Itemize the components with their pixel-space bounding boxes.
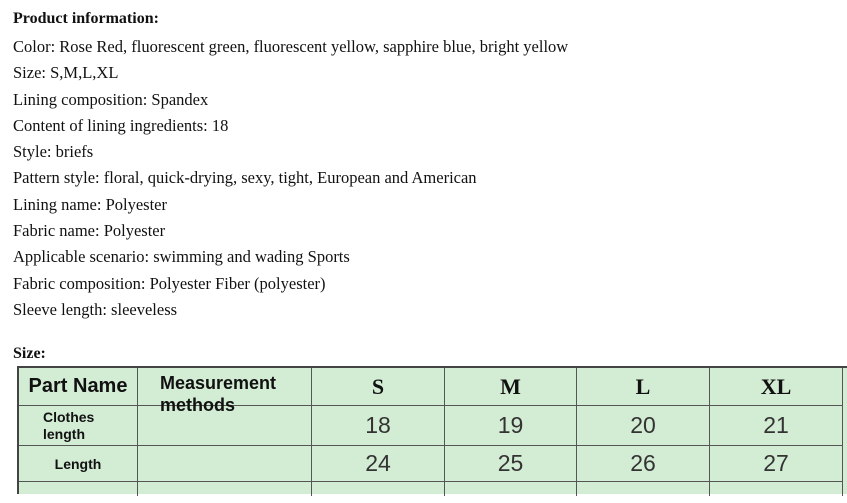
header-size-l-text: L [635, 373, 651, 399]
cell-value: 20 [630, 412, 656, 438]
header-size-m [445, 368, 577, 406]
table-row-partial [19, 482, 138, 496]
info-lining-composition: Lining composition: Spandex [13, 89, 209, 109]
info-style: Style: briefs [13, 142, 94, 162]
table-cell [445, 406, 577, 446]
table-row-partial [710, 482, 843, 496]
table-cell [445, 446, 577, 482]
table-row-partial [138, 482, 312, 496]
row-method-clothes-length [138, 406, 312, 446]
info-fabric-name: Fabric name: Polyester [13, 221, 166, 241]
table-cell [710, 446, 843, 482]
info-pattern-style: Pattern style: floral, quick-drying, sexy, tight, European and American [13, 168, 477, 188]
row-label-length-text: Length [54, 455, 102, 472]
header-size-l [577, 368, 710, 406]
table-row-partial [577, 482, 710, 496]
cell-value: 18 [365, 412, 391, 438]
row-label-clothes-length-text: Clothes length [43, 408, 95, 442]
header-size-s-text: S [371, 373, 385, 399]
product-info-list [13, 34, 568, 323]
row-method-length [138, 446, 312, 482]
info-lining-name: Lining name: Polyester [13, 194, 167, 214]
row-label-clothes-length [19, 406, 138, 446]
header-size-xl [710, 368, 843, 406]
cell-value: 27 [763, 450, 789, 476]
table-cell [710, 406, 843, 446]
table-cell [312, 406, 445, 446]
row-label-length [19, 446, 138, 482]
cell-value: 19 [497, 412, 524, 438]
cell-value: 26 [630, 450, 656, 476]
info-sleeve-length: Sleeve length: sleeveless [13, 299, 178, 319]
header-size-m-text: M [500, 373, 521, 399]
cell-value: 21 [763, 412, 789, 438]
header-part-name [19, 368, 138, 406]
cell-value: 24 [365, 450, 391, 476]
info-color: Color: Rose Red, fluorescent green, fluorescent yellow, sapphire blue, bright yellow [13, 37, 569, 56]
header-measurement-text: Measurement methods [160, 373, 277, 415]
table-cell [312, 446, 445, 482]
info-lining-content: Content of lining ingredients: 18 [13, 115, 229, 135]
size-heading: Size: [13, 345, 46, 362]
cell-value: 25 [497, 450, 524, 476]
table-cell [577, 406, 710, 446]
header-part-name-text: Part Name [28, 375, 128, 397]
info-fabric-composition: Fabric composition: Polyester Fiber (polyester) [13, 273, 326, 293]
info-applicable-scenario: Applicable scenario: swimming and wading Sports [13, 247, 350, 267]
table-row-partial [445, 482, 577, 496]
table-cell [577, 446, 710, 482]
header-size-s [312, 368, 445, 406]
size-table [17, 366, 847, 494]
header-measurement-methods [138, 368, 312, 415]
table-row-partial [312, 482, 445, 496]
header-size-xl-text: XL [760, 373, 792, 399]
product-info-heading: Product information: [13, 10, 159, 27]
info-size: Size: S,M,L,XL [13, 63, 119, 83]
